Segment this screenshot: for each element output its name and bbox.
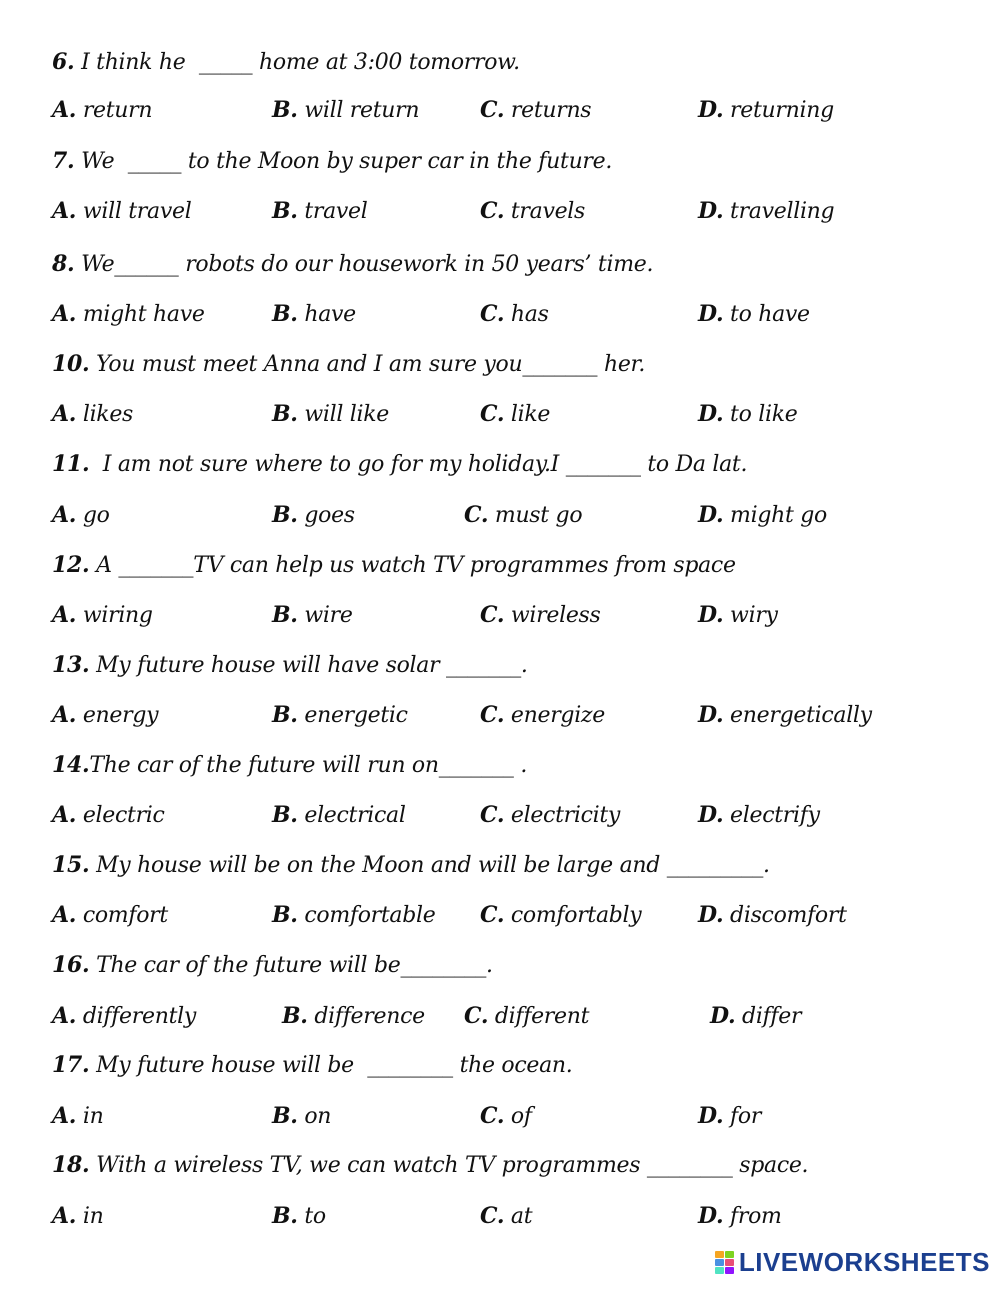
option-letter: C. bbox=[464, 502, 489, 528]
option-text: wireless bbox=[504, 603, 601, 628]
option-letter: B. bbox=[272, 301, 298, 327]
answer-option[interactable] bbox=[698, 394, 797, 434]
option-letter: D. bbox=[698, 602, 724, 628]
option-letter: B. bbox=[272, 902, 298, 928]
answer-option[interactable] bbox=[480, 394, 550, 434]
option-letter: D. bbox=[698, 902, 724, 928]
answer-option[interactable] bbox=[464, 495, 582, 535]
question-number: 7. bbox=[52, 148, 75, 174]
question-2 bbox=[52, 244, 653, 284]
option-text: electrical bbox=[297, 803, 406, 828]
option-letter: A. bbox=[52, 97, 77, 123]
answer-option[interactable] bbox=[698, 1096, 761, 1136]
option-letter: D. bbox=[698, 198, 724, 224]
answer-option[interactable] bbox=[52, 191, 191, 231]
option-text: electricity bbox=[504, 803, 620, 828]
option-text: wire bbox=[297, 603, 353, 628]
answer-option[interactable] bbox=[272, 1196, 326, 1236]
option-letter: B. bbox=[272, 198, 298, 224]
question-text: The car of the future will be________. bbox=[89, 953, 493, 978]
option-text: energetic bbox=[297, 703, 408, 728]
question-text: We______ robots do our housework in 50 years’ time. bbox=[74, 252, 654, 277]
option-text: return bbox=[76, 98, 153, 123]
question-0 bbox=[52, 42, 520, 82]
answer-option[interactable] bbox=[480, 191, 585, 231]
option-text: different bbox=[488, 1004, 590, 1029]
option-letter: C. bbox=[480, 1203, 505, 1229]
option-letter: D. bbox=[698, 401, 724, 427]
answer-option[interactable] bbox=[698, 895, 847, 935]
answer-option[interactable] bbox=[698, 795, 820, 835]
answer-option[interactable] bbox=[698, 695, 872, 735]
option-letter: B. bbox=[282, 1003, 308, 1029]
question-text: You must meet Anna and I am sure you_______ her. bbox=[89, 352, 646, 377]
option-letter: C. bbox=[480, 301, 505, 327]
option-text: in bbox=[76, 1104, 104, 1129]
question-text: The car of the future will run on_______ . bbox=[89, 753, 528, 778]
option-letter: A. bbox=[52, 902, 77, 928]
answer-option[interactable] bbox=[272, 294, 356, 334]
option-letter: A. bbox=[52, 301, 77, 327]
option-text: energetically bbox=[723, 703, 872, 728]
question-text: I think he _____ home at 3:00 tomorrow. bbox=[74, 50, 520, 75]
option-text: wiry bbox=[723, 603, 778, 628]
option-text: electrify bbox=[723, 803, 820, 828]
answer-option[interactable] bbox=[272, 595, 353, 635]
option-letter: A. bbox=[52, 1103, 77, 1129]
question-text: I am not sure where to go for my holiday.I _______ to Da lat. bbox=[89, 452, 748, 477]
option-letter: C. bbox=[480, 1103, 505, 1129]
option-letter: B. bbox=[272, 1203, 298, 1229]
answer-option[interactable] bbox=[52, 695, 158, 735]
option-letter: C. bbox=[480, 602, 505, 628]
question-number: 16. bbox=[52, 952, 90, 978]
option-letter: C. bbox=[480, 902, 505, 928]
answer-option[interactable] bbox=[52, 495, 110, 535]
question-10 bbox=[52, 1045, 572, 1085]
answer-option[interactable] bbox=[698, 595, 778, 635]
option-text: travel bbox=[297, 199, 368, 224]
question-6 bbox=[52, 645, 528, 685]
option-letter: A. bbox=[52, 198, 77, 224]
answer-option[interactable] bbox=[464, 996, 589, 1036]
option-letter: A. bbox=[52, 1203, 77, 1229]
answer-option[interactable] bbox=[52, 895, 168, 935]
question-4 bbox=[52, 444, 747, 484]
option-text: from bbox=[723, 1204, 782, 1229]
answer-option[interactable] bbox=[52, 90, 152, 130]
option-text: travels bbox=[504, 199, 586, 224]
question-number: 8. bbox=[52, 251, 75, 277]
option-text: wiring bbox=[76, 603, 153, 628]
question-3 bbox=[52, 344, 645, 384]
option-text: might have bbox=[76, 302, 205, 327]
answer-option[interactable] bbox=[710, 996, 801, 1036]
option-letter: D. bbox=[698, 1203, 724, 1229]
answer-option[interactable] bbox=[480, 1196, 532, 1236]
option-text: to like bbox=[723, 402, 798, 427]
option-text: comfortably bbox=[504, 903, 642, 928]
option-letter: A. bbox=[52, 602, 77, 628]
answer-option[interactable] bbox=[698, 495, 827, 535]
option-letter: B. bbox=[272, 702, 298, 728]
option-letter: D. bbox=[698, 301, 724, 327]
option-text: has bbox=[504, 302, 549, 327]
question-1 bbox=[52, 141, 612, 181]
question-number: 6. bbox=[52, 49, 75, 75]
question-7 bbox=[52, 745, 527, 785]
answer-option[interactable] bbox=[52, 795, 165, 835]
question-number: 12. bbox=[52, 552, 90, 578]
option-text: differ bbox=[735, 1004, 802, 1029]
option-text: will travel bbox=[76, 199, 192, 224]
option-text: to bbox=[297, 1204, 326, 1229]
answer-option[interactable] bbox=[52, 294, 205, 334]
option-text: returning bbox=[723, 98, 834, 123]
option-letter: C. bbox=[480, 198, 505, 224]
option-letter: D. bbox=[698, 1103, 724, 1129]
option-text: energy bbox=[76, 703, 159, 728]
answer-option[interactable] bbox=[272, 90, 419, 130]
question-number: 18. bbox=[52, 1152, 90, 1178]
option-letter: C. bbox=[480, 802, 505, 828]
option-letter: B. bbox=[272, 1103, 298, 1129]
question-text: We _____ to the Moon by super car in the future. bbox=[74, 149, 613, 174]
option-letter: B. bbox=[272, 802, 298, 828]
option-text: at bbox=[504, 1204, 533, 1229]
question-number: 11. bbox=[52, 451, 90, 477]
answer-option[interactable] bbox=[282, 996, 425, 1036]
option-text: goes bbox=[297, 503, 355, 528]
option-text: must go bbox=[488, 503, 583, 528]
answer-option[interactable] bbox=[52, 595, 153, 635]
question-number: 13. bbox=[52, 652, 90, 678]
question-text: A _______TV can help us watch TV programmes from space bbox=[89, 553, 736, 578]
answer-option[interactable] bbox=[480, 1096, 532, 1136]
option-text: to have bbox=[723, 302, 810, 327]
answer-option[interactable] bbox=[698, 294, 810, 334]
option-letter: D. bbox=[698, 802, 724, 828]
option-text: differently bbox=[76, 1004, 196, 1029]
option-letter: A. bbox=[52, 401, 77, 427]
option-text: for bbox=[723, 1104, 762, 1129]
question-5 bbox=[52, 545, 736, 585]
option-letter: B. bbox=[272, 502, 298, 528]
question-number: 17. bbox=[52, 1052, 90, 1078]
option-text: in bbox=[76, 1204, 104, 1229]
answer-option[interactable] bbox=[480, 795, 620, 835]
answer-option[interactable] bbox=[480, 695, 605, 735]
answer-option[interactable] bbox=[480, 90, 591, 130]
question-8 bbox=[52, 845, 770, 885]
answer-option[interactable] bbox=[480, 294, 549, 334]
option-letter: C. bbox=[480, 97, 505, 123]
answer-option[interactable] bbox=[272, 1096, 331, 1136]
question-number: 15. bbox=[52, 852, 90, 878]
option-letter: A. bbox=[52, 1003, 77, 1029]
answer-option[interactable] bbox=[272, 795, 406, 835]
answer-option[interactable] bbox=[52, 1196, 103, 1236]
option-text: energize bbox=[504, 703, 605, 728]
answer-option[interactable] bbox=[272, 695, 408, 735]
option-text: on bbox=[297, 1104, 332, 1129]
option-letter: A. bbox=[52, 702, 77, 728]
question-number: 10. bbox=[52, 351, 90, 377]
question-9 bbox=[52, 945, 493, 985]
option-letter: D. bbox=[698, 97, 724, 123]
answer-option[interactable] bbox=[52, 1096, 103, 1136]
question-text: My house will be on the Moon and will be large and _________. bbox=[89, 853, 770, 878]
question-number: 14. bbox=[52, 752, 90, 778]
option-text: comfort bbox=[76, 903, 168, 928]
answer-option[interactable] bbox=[272, 495, 355, 535]
brand-name: LIVEWORKSHEETS bbox=[738, 1246, 990, 1277]
answer-option[interactable] bbox=[272, 895, 435, 935]
option-text: like bbox=[504, 402, 551, 427]
answer-option[interactable] bbox=[698, 191, 834, 231]
option-text: will return bbox=[297, 98, 420, 123]
option-letter: A. bbox=[52, 502, 77, 528]
option-text: returns bbox=[504, 98, 592, 123]
option-text: have bbox=[297, 302, 356, 327]
answer-option[interactable] bbox=[698, 1196, 782, 1236]
option-letter: D. bbox=[710, 1003, 736, 1029]
option-letter: C. bbox=[480, 401, 505, 427]
option-text: travelling bbox=[723, 199, 835, 224]
option-text: go bbox=[76, 503, 110, 528]
answer-option[interactable] bbox=[52, 996, 196, 1036]
answer-option[interactable] bbox=[698, 90, 834, 130]
option-letter: D. bbox=[698, 502, 724, 528]
answer-option[interactable] bbox=[480, 895, 641, 935]
answer-option[interactable] bbox=[272, 191, 368, 231]
option-letter: B. bbox=[272, 602, 298, 628]
option-text: discomfort bbox=[723, 903, 847, 928]
question-text: With a wireless TV, we can watch TV programmes ________ space. bbox=[89, 1153, 809, 1178]
option-text: might go bbox=[723, 503, 827, 528]
answer-option[interactable] bbox=[480, 595, 601, 635]
answer-option[interactable] bbox=[52, 394, 133, 434]
option-letter: B. bbox=[272, 401, 298, 427]
option-letter: C. bbox=[464, 1003, 489, 1029]
option-letter: B. bbox=[272, 97, 298, 123]
option-text: of bbox=[504, 1104, 532, 1129]
option-text: likes bbox=[76, 402, 134, 427]
option-text: will like bbox=[297, 402, 390, 427]
option-text: difference bbox=[307, 1004, 425, 1029]
question-text: My future house will be ________ the ocean. bbox=[89, 1053, 573, 1078]
liveworksheets-logo-icon bbox=[715, 1251, 734, 1274]
option-text: comfortable bbox=[297, 903, 436, 928]
question-text: My future house will have solar _______. bbox=[89, 653, 528, 678]
option-letter: C. bbox=[480, 702, 505, 728]
option-text: electric bbox=[76, 803, 165, 828]
answer-option[interactable] bbox=[272, 394, 389, 434]
option-letter: D. bbox=[698, 702, 724, 728]
liveworksheets-logo[interactable] bbox=[715, 1247, 990, 1277]
question-11 bbox=[52, 1145, 808, 1185]
option-letter: A. bbox=[52, 802, 77, 828]
